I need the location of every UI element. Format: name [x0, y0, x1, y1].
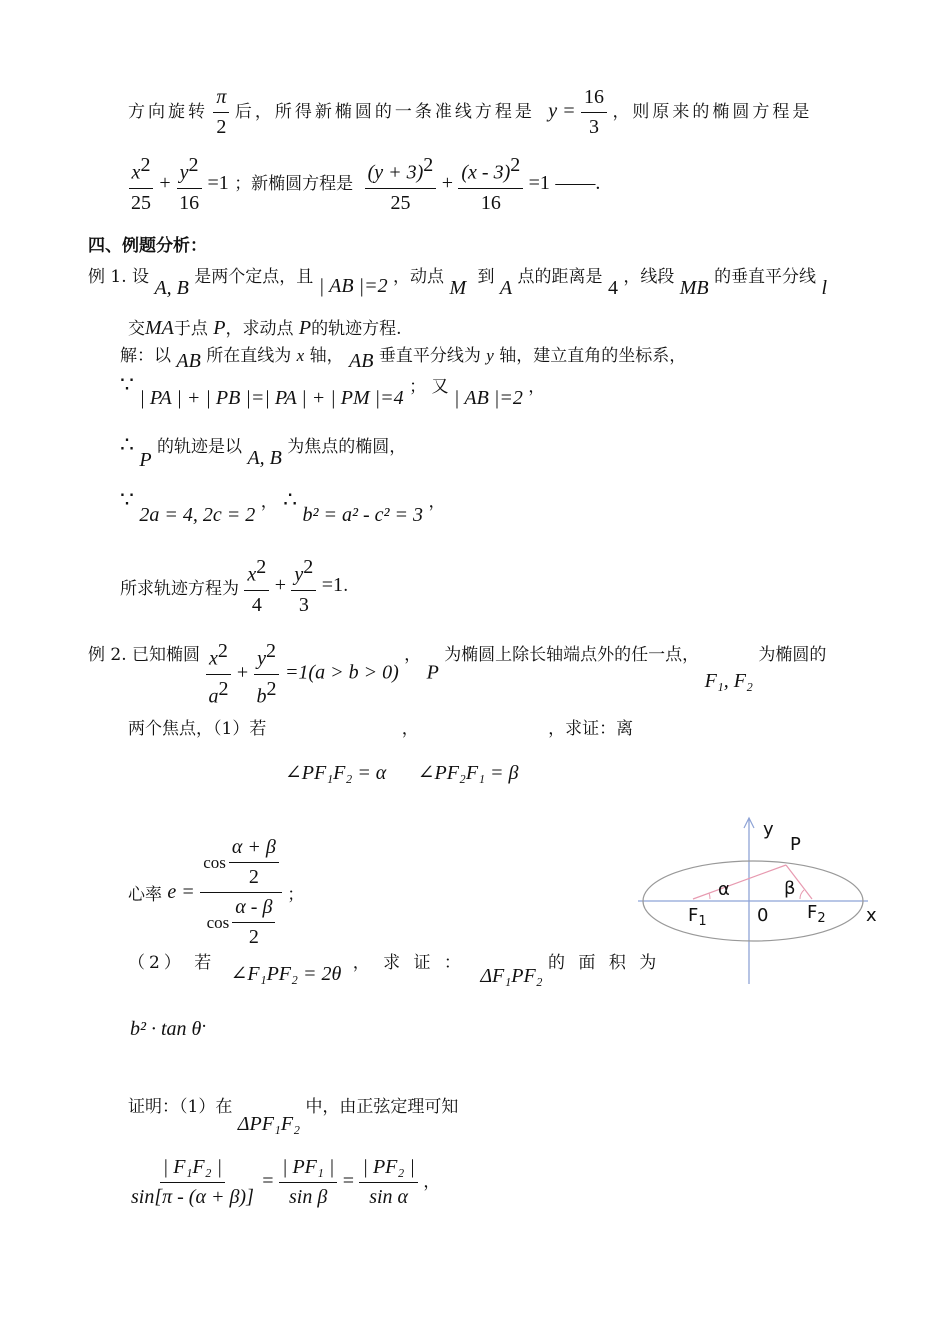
- angle-conditions: ∠PF₁F₂ = α ∠PF₂F₁ = β: [285, 762, 519, 784]
- therefore-line-1: ∴ P 的轨迹是以 A, B 为焦点的椭圆，: [120, 433, 407, 471]
- pf1-segment: [693, 865, 786, 899]
- f1-label: $F_1$: [688, 905, 707, 929]
- fraction-pi-over-2: $\frac{\pi}{2}$: [213, 86, 229, 139]
- fraction-x2-4: $\frac{x^2}{4}$: [244, 556, 269, 617]
- area-expression: b² · tan θ.: [130, 1012, 207, 1040]
- math-y-equals: y =: [548, 100, 576, 122]
- example-1-line-2: 交MA于点 P，求动点 P的轨迹方程.: [128, 317, 402, 339]
- y-label: y: [763, 819, 774, 840]
- f2-label: $F_2$: [807, 902, 826, 926]
- fraction-x2-25: $\frac{x^2}{25}$: [128, 154, 154, 215]
- fraction-y2-16: $\frac{y^2}{16}$: [176, 154, 202, 215]
- x-label: x: [866, 905, 877, 926]
- fraction-y3-25: $\frac{(y + 3)^2}{25}$: [365, 154, 437, 215]
- equals-one: =1: [528, 171, 550, 194]
- text: 方向旋转: [128, 102, 208, 122]
- text: ；新椭圆方程是: [234, 173, 354, 194]
- eccentricity-fraction: cos $\frac{\alpha + \beta}{2}$ cos $\frac{\alpha - \beta}{2}$: [200, 836, 282, 949]
- part-2-line: （2） 若 ∠F₁PF₂ = 2θ ， 求 证 ： ΔF₁PF₂ 的 面 积 为: [128, 953, 661, 987]
- eccentricity-line: 心率 e = cos $\frac{\alpha + \beta}{2}$ cos $\frac{\alpha - \beta}{2}$ ；: [128, 836, 305, 948]
- equals-one: =1: [207, 171, 229, 194]
- alpha-arc: [709, 893, 710, 899]
- section-heading: 四、例题分析：: [88, 236, 207, 256]
- example-1-line-1: 例 1. 设 A, B 是两个定点，且 | AB |=2 ，动点 M 到 A 点的距离是 4 ，线段 MB 的垂直平分线 l: [88, 267, 828, 299]
- example-2-line-2: 两个焦点，（1）若 ， ，求证：离: [128, 719, 634, 739]
- sine-law: $\frac{\text{| F₁F₂ |}}{\sin[\pi - (\alpha + \beta)]}$ = $\frac{\text{| PF₁ |}}{\text{sin β}}$ = $\frac{\text{| PF₂ |}}{\text{sin α}}$ ，: [128, 1156, 440, 1209]
- solution-line: 解：以 AB 所在直线为 x 轴， AB 垂直平分线为 y 轴，建立直角的坐标系，: [120, 346, 687, 372]
- beta-label: β: [784, 878, 796, 899]
- fraction-y2-3: $\frac{y^2}{3}$: [291, 556, 316, 617]
- answer-line: 所求轨迹方程为 $\frac{x^2}{4}$ + $\frac{y^2}{3}$ =1.: [120, 556, 349, 616]
- text: 后，所得新椭圆的一条准线方程是: [234, 102, 535, 122]
- example-2-line-1: 例 2. 已知椭圆 $\frac{x^2}{a^2}$ + $\frac{y^2}{b^2}$ =1(a > b > 0) ， P 为椭圆上除长轴端点外的任一点， F₁, F₂ 为椭圆的: [88, 640, 827, 708]
- fraction-x2-a2: $\frac{x^2}{a^2}$: [205, 640, 231, 708]
- p-label: P: [790, 834, 801, 855]
- because-line-2: ∵ 2a = 4, 2c = 2 ， ∴ b² = a² - c² = 3 ，: [120, 488, 446, 526]
- fraction-f1f2: $\frac{\text{| F₁F₂ |}}{\sin[\pi - (\alpha + \beta)]}$: [131, 1156, 254, 1208]
- proof-intro: 证明：（1）在 ΔPF₁F₂ 中，由正弦定理可知: [128, 1097, 459, 1135]
- origin-label: 0: [757, 905, 769, 926]
- text: ，则原来的椭圆方程是: [612, 102, 813, 122]
- alpha-label: α: [718, 879, 730, 900]
- fraction-x3-16: $\frac{(x - 3)^2}{16}$: [458, 154, 523, 215]
- beta-arc: [800, 890, 804, 899]
- fraction-y2-b2: $\frac{y^2}{b^2}$: [254, 640, 280, 708]
- ellipse-diagram: [630, 810, 890, 990]
- because-line-1: ∵ | PA | + | PB |=| PA | + | PM |=4 ； 又 | AB |=2 ，: [120, 373, 546, 409]
- blank: ——.: [555, 171, 601, 194]
- line-1: [128, 86, 812, 139]
- fraction-16-over-3: $\frac{16}{3}$: [581, 86, 607, 139]
- fraction-pf1: $\frac{\text{| PF₁ |}}{\text{sin β}}$: [279, 1156, 337, 1209]
- line-2: $\frac{x^2}{25}$ + $\frac{y^2}{16}$ =1 ；新椭圆方程是 $\frac{(y + 3)^2}{25}$ + $\frac{(x - 3)^2}{16}$ =1 ——.: [128, 154, 600, 215]
- fraction-pf2: $\frac{\text{| PF₂ |}}{\text{sin α}}$: [359, 1156, 417, 1209]
